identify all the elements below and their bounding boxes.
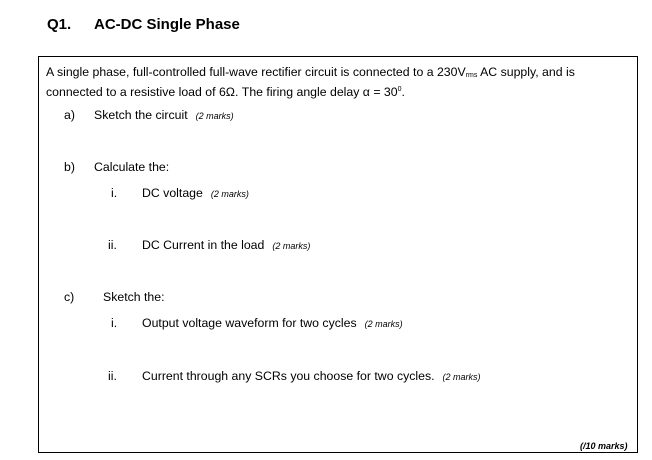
part-c-i-label: i. (111, 316, 118, 330)
part-a-text: Sketch the circuit (2 marks) (94, 108, 234, 122)
part-b-label: b) (64, 160, 75, 174)
part-b-i-marks: (2 marks) (210, 189, 249, 199)
rms-subscript: rms (465, 72, 478, 79)
part-b-ii-label: ii. (108, 238, 117, 252)
question-heading (47, 16, 240, 33)
part-b-ii-marks: (2 marks) (272, 241, 311, 251)
part-c-ii-label: ii. (108, 369, 117, 383)
part-c-label: c) (64, 290, 75, 304)
question-title: AC-DC Single Phase (94, 16, 240, 33)
part-c-i-text: Output voltage waveform for two cycles (2 marks) (142, 316, 403, 330)
degree-superscript: 0 (397, 86, 402, 93)
part-c-text: Sketch the: (103, 290, 165, 304)
total-marks: (/10 marks) (580, 441, 628, 451)
part-a-marks: (2 marks) (195, 111, 234, 121)
intro-line-2: connected to a resistive load of 6Ω. The firing angle delay $\alpha = 30^0$. (46, 85, 405, 99)
part-b-i-label: i. (111, 186, 118, 200)
part-c-ii-marks: (2 marks) (442, 372, 481, 382)
part-b-i-text: DC voltage (2 marks) (142, 186, 249, 200)
intro-line-1: A single phase, full-controlled full-wave rectifier circuit is connected to a 230Vrms AC supply, and is (46, 65, 575, 79)
question-number: Q1. (47, 16, 72, 33)
part-c-i-marks: (2 marks) (364, 319, 403, 329)
part-b-ii-text: DC Current in the load (2 marks) (142, 238, 311, 252)
part-b-text: Calculate the: (94, 160, 170, 174)
part-a-label: a) (64, 108, 75, 122)
part-c-ii-text: Current through any SCRs you choose for two cycles. (2 marks) (142, 369, 481, 383)
